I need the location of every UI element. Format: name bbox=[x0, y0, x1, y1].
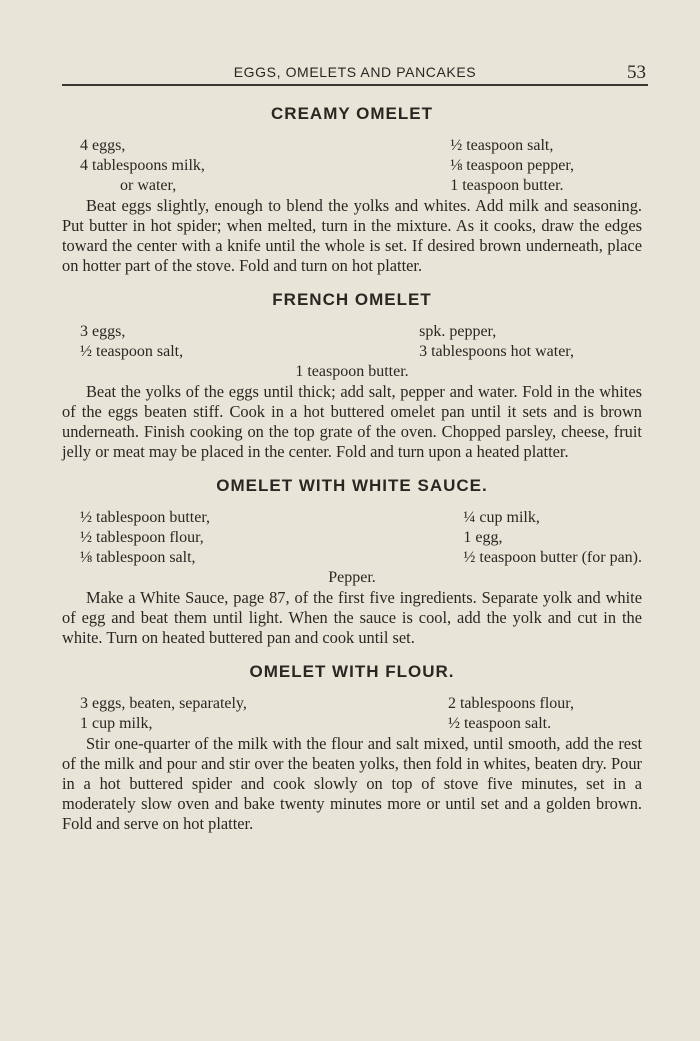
ingredient: spk. pepper, bbox=[419, 323, 497, 340]
ingredient: 4 eggs, bbox=[80, 137, 126, 154]
recipe-french-omelet bbox=[62, 290, 642, 462]
ingredient: 2 tablespoons flour, bbox=[447, 695, 574, 712]
ingredient: 1 cup milk, bbox=[80, 715, 153, 732]
ingredient: 3 eggs, beaten, separately, bbox=[80, 695, 247, 712]
ingredient: or water, bbox=[120, 177, 177, 194]
recipe-title: OMELET WITH WHITE SAUCE. bbox=[216, 476, 488, 495]
ingredient-list bbox=[62, 694, 642, 734]
ingredient: 1 teaspoon butter. bbox=[450, 177, 564, 194]
ingredient-list bbox=[62, 136, 642, 196]
ingredient: 3 eggs, bbox=[80, 323, 126, 340]
page-number: 53 bbox=[627, 62, 646, 83]
ingredient: ½ tablespoon flour, bbox=[80, 529, 204, 546]
recipe-title: CREAMY OMELET bbox=[271, 104, 433, 123]
recipe-omelet-white-sauce bbox=[62, 476, 642, 648]
running-head bbox=[62, 62, 648, 86]
ingredient: ½ teaspoon butter (for pan). bbox=[463, 549, 642, 566]
recipe-omelet-with-flour bbox=[62, 662, 642, 834]
ingredient: 4 tablespoons milk, bbox=[80, 157, 205, 174]
recipe-method: Make a White Sauce, page 87, of the first five ingredients. Separate yolk and white of egg and beat them until light. When the sauce is cool, add the yolk and cut in the white. Turn on heated buttered pan and cook until set. bbox=[62, 588, 642, 647]
ingredient: ⅛ tablespoon salt, bbox=[80, 549, 196, 566]
recipe-creamy-omelet bbox=[62, 104, 642, 276]
ingredient: ½ tablespoon butter, bbox=[80, 509, 210, 526]
ingredient: 1 teaspoon butter. bbox=[295, 363, 409, 380]
ingredient: ½ teaspoon salt, bbox=[450, 137, 554, 154]
recipe-method: Stir one-quarter of the milk with the flour and salt mixed, until smooth, add the rest of the milk and pour and stir over the beaten yolks, then fold in whites, beaten dry. Pour in a hot buttered spider and cook slowly on top of stove five minutes, set in a moderately slow oven and bake twenty minutes more or until set and a golden brown. Fold and serve on hot platter. bbox=[62, 734, 642, 833]
recipe-method: Beat the yolks of the eggs until thick; add salt, pepper and water. Fold in the whites of the eggs beaten stiff. Cook in a hot buttered omelet pan until it sets and is brown underneath. Finish cooking on the top grate of the oven. Chopped parsley, cheese, fruit jelly or meat may be placed in the center. Fold and turn upon a heated platter. bbox=[62, 382, 642, 461]
ingredient: Pepper. bbox=[328, 569, 376, 586]
ingredient-list bbox=[62, 508, 642, 568]
ingredient: 3 tablespoons hot water, bbox=[419, 343, 574, 360]
ingredient: ⅛ teaspoon pepper, bbox=[450, 157, 574, 174]
recipe-title: FRENCH OMELET bbox=[272, 290, 432, 309]
running-title: EGGS, OMELETS AND PANCAKES bbox=[233, 64, 477, 80]
ingredient: ¼ cup milk, bbox=[463, 509, 540, 526]
ingredient: 1 egg, bbox=[463, 529, 503, 546]
ingredient-list bbox=[62, 322, 642, 362]
ingredient: ½ teaspoon salt. bbox=[447, 715, 552, 732]
ingredient: ½ teaspoon salt, bbox=[80, 343, 184, 360]
page-content bbox=[62, 104, 642, 834]
recipe-title: OMELET WITH FLOUR. bbox=[249, 662, 455, 681]
recipe-method: Beat eggs slightly, enough to blend the yolks and whites. Add milk and seasoning. Put butter in hot spider; when melted, turn in the mixture. As it cooks, draw the edges toward the center with a knife until the whole is set. If desired brown underneath, place on hotter part of the stove. Fold and turn on hot platter. bbox=[62, 196, 642, 275]
